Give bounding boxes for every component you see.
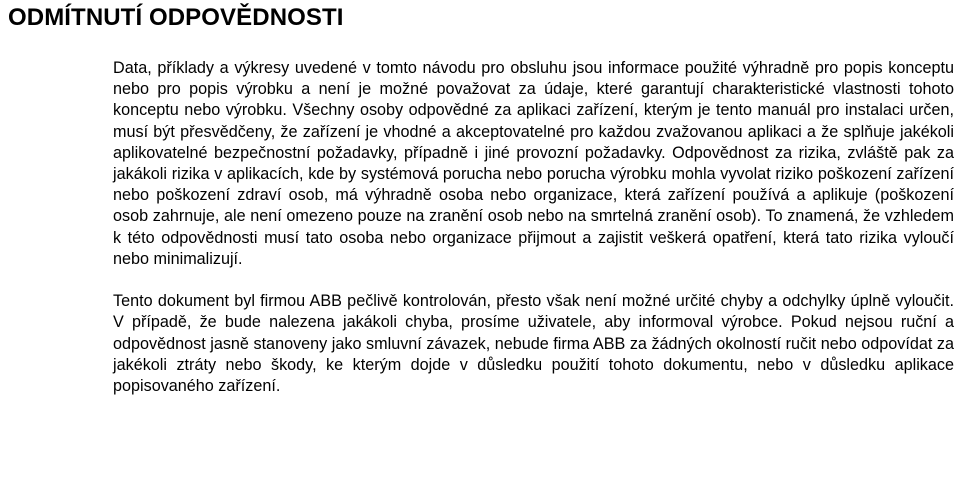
page-title: ODMÍTNUTÍ ODPOVĚDNOSTI bbox=[8, 4, 344, 31]
document-body bbox=[113, 58, 954, 397]
paragraph-disclaimer-errors: Tento dokument byl firmou ABB pečlivě kontrolován, přesto však není možné určité chyby a odchylky úplně vyloučit. V případě, že bude nalezena jakákoli chyba, prosíme uživatele, aby informoval výrobce. Pokud nejsou ruční a odpovědnost jasně stanoveny jako smluvní závazek, nebude firma ABB za žádných okolností ručit nebo odpovídat za jakékoli ztráty nebo škody, ke kterým dojde v důsledku použití tohoto dokumentu, nebo v důsledku aplikace popisovaného zařízení. bbox=[113, 292, 954, 396]
paragraph-disclaimer-data: Data, příklady a výkresy uvedené v tomto návodu pro obsluhu jsou informace použité výhradně pro popis konceptu nebo pro popis výrobku a není je možné považovat za údaje, které garantují charakteristické vlastnosti tohoto konceptu nebo výrobku. Všechny osoby odpovědné za aplikaci zařízení, kterým je tento manuál pro instalaci určen, musí být přesvědčeny, že zařízení je vhodné a akceptovatelné pro každou zvažovanou aplikaci a že splňuje jakékoli aplikovatelné bezpečnostní požadavky, případně i jiné provozní požadavky. Odpovědnost za rizika, zvláště pak za jakákoli rizika v aplikacích, kde by systémová porucha nebo porucha výrobku mohla vyvolat riziko poškození zařízení nebo poškození zdraví osob, má výhradně osoba nebo organizace, která zařízení používá a aplikuje (poškození osob zahrnuje, ale není omezeno pouze na zranění osob nebo na smrtelná zranění osob). To znamená, že vzhledem k této odpovědnosti musí tato osoba nebo organizace přijmout a zajistit veškerá opatření, která tato rizika vyloučí nebo minimalizují. bbox=[113, 59, 954, 268]
